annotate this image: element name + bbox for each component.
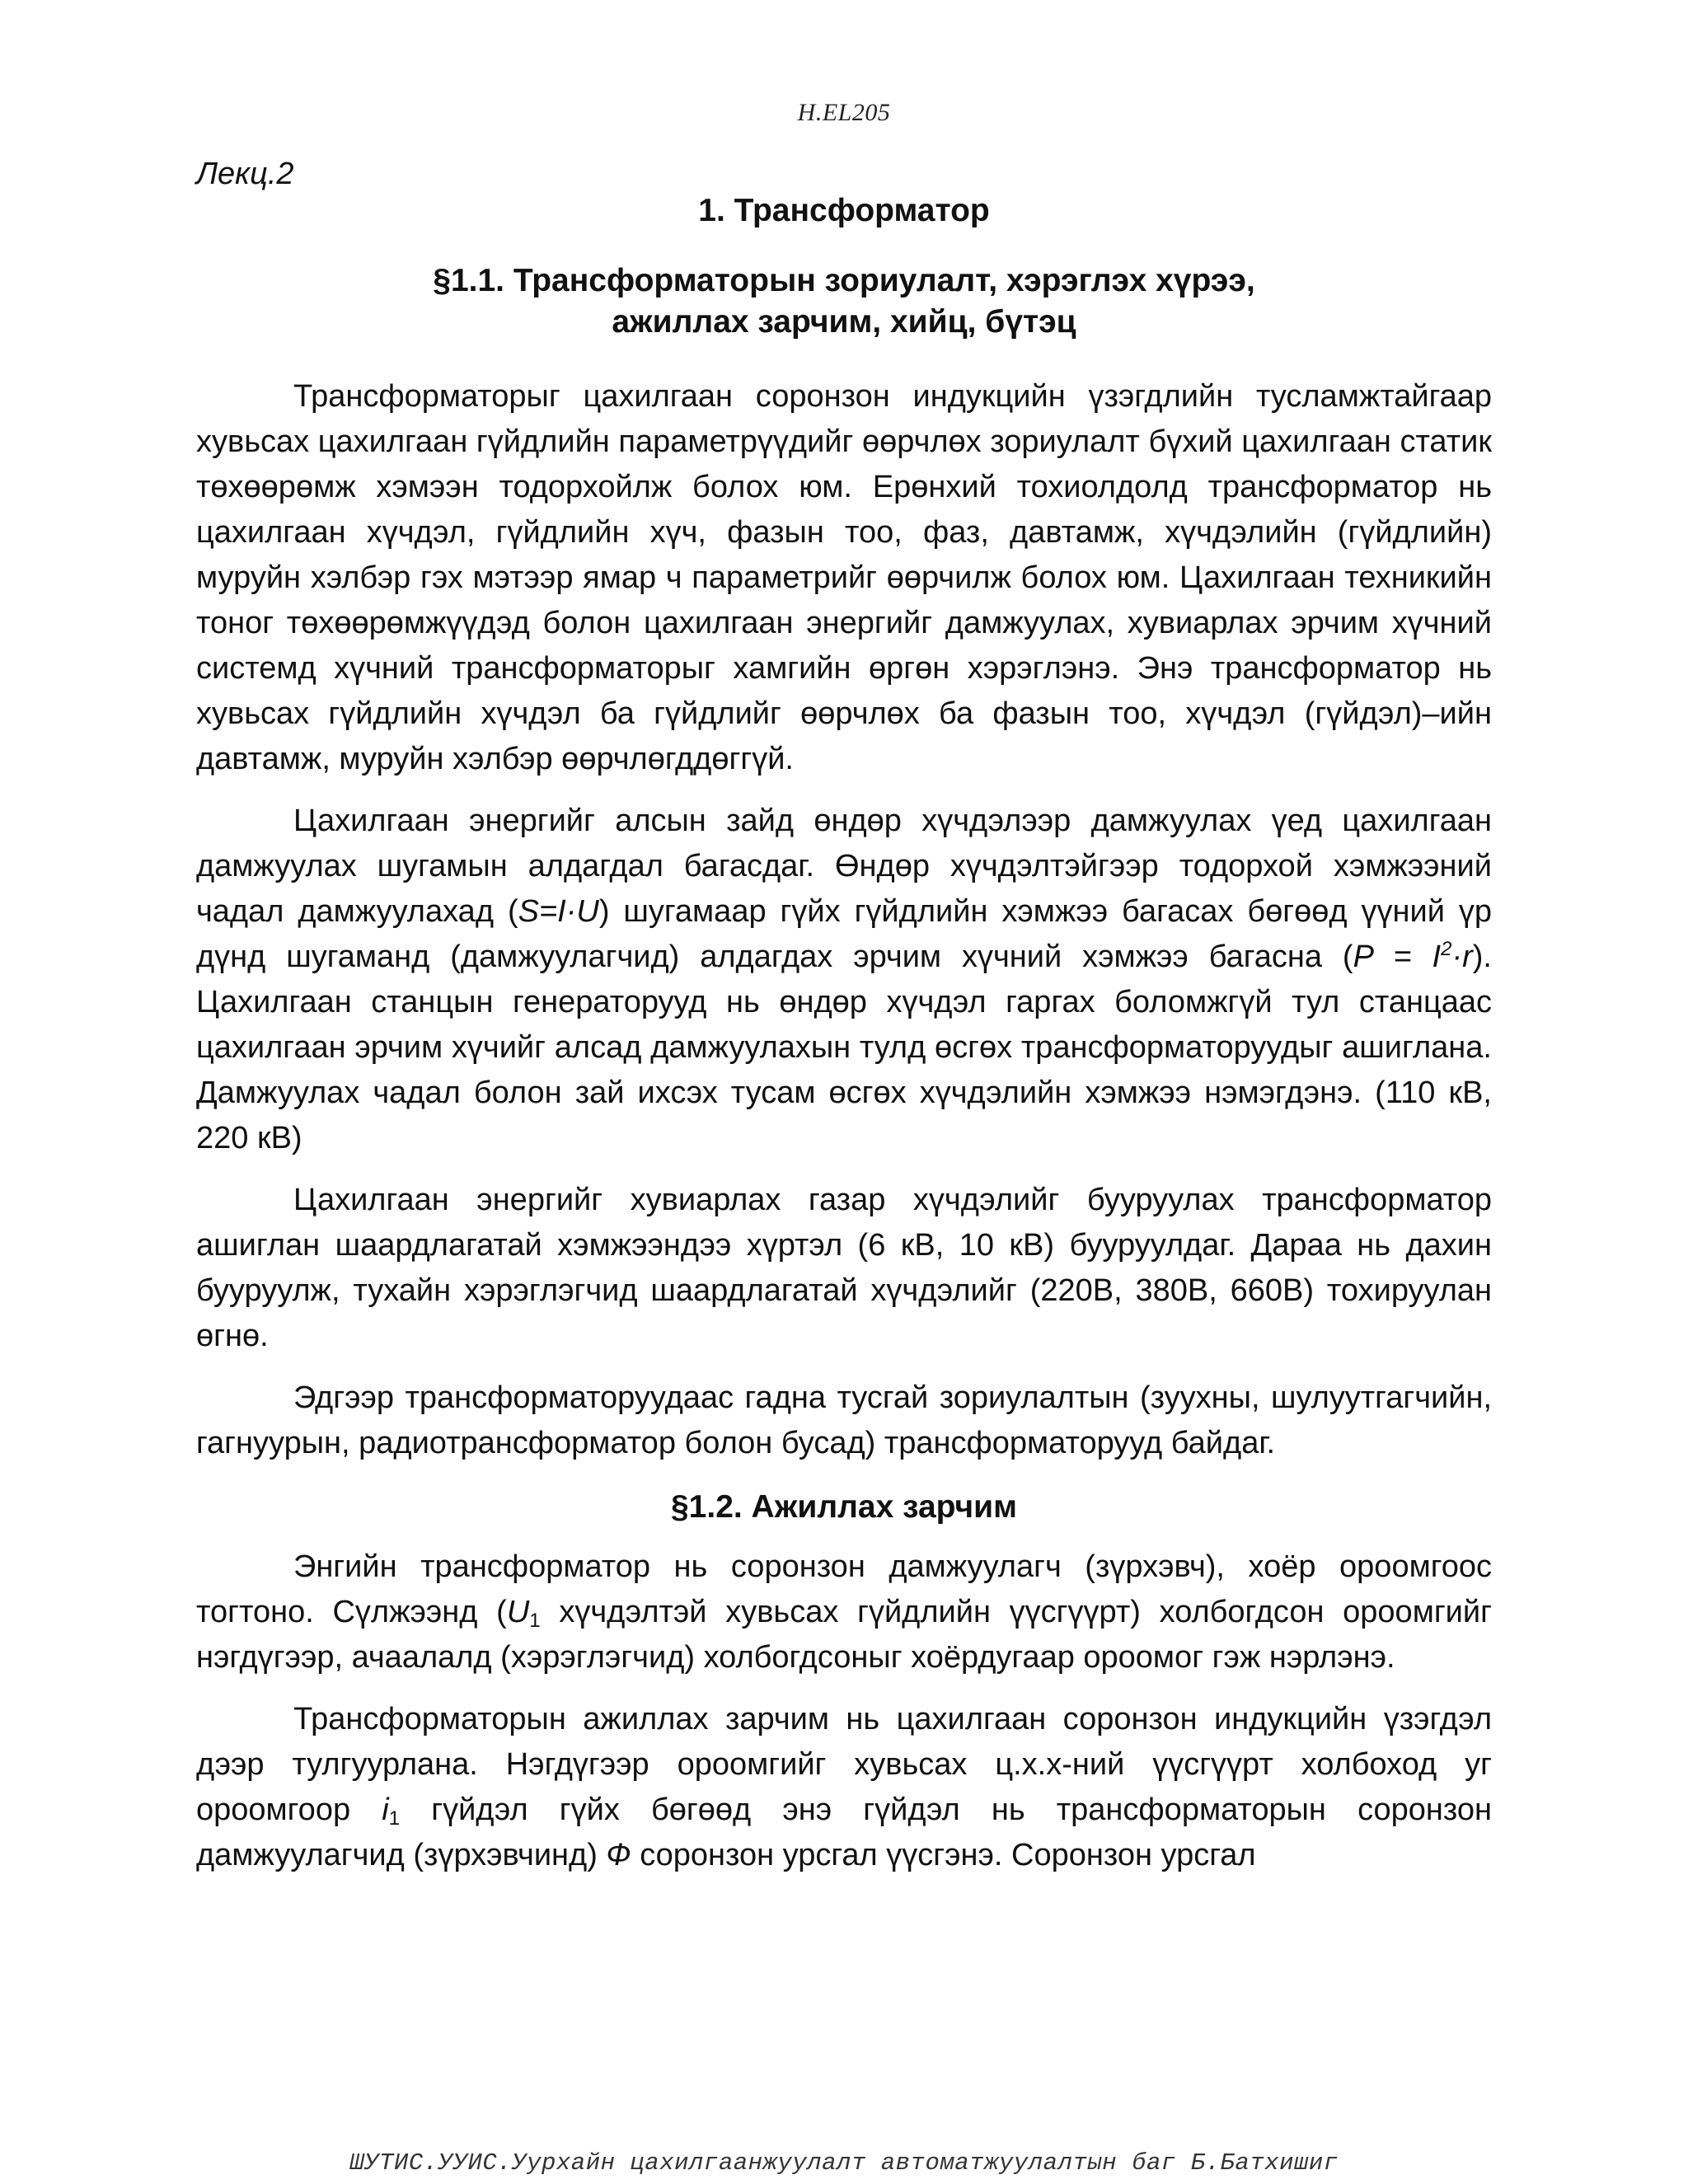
section-1-1-title — [196, 260, 1492, 343]
paragraph-6-text-c: соронзон урсгал үүсгэнэ. Соронзон урсгал — [631, 1838, 1256, 1872]
paragraph-2 — [196, 799, 1492, 1161]
paragraph-2-text-a: Цахилгаан энергийг алсын зайд өндөр хүчдэлээр дамжуулах үед цахилгаан дамжуулах шугамын алдагдал багасдаг. Өндөр хүчдэлтэйгээр тодорхой хэмжээний чадал дамжуулахад ( — [196, 804, 1492, 929]
symbol-i: i — [382, 1793, 389, 1827]
section-1-1-title-line2: ажиллах зарчим, хийц, бүтэц — [612, 304, 1076, 340]
course-code: H.EL205 — [797, 99, 891, 126]
formula-power: S=I·U — [518, 894, 599, 929]
section-1-1-title-line1: §1.1. Трансформаторын зориулалт, хэрэглэх хүрээ, — [433, 263, 1255, 298]
paragraph-6 — [196, 1697, 1492, 1878]
paragraph-6-text-a: Трансформаторын ажиллах зарчим нь цахилгаан соронзон индукцийн үзэгдэл дээр тулгуурлана. Нэгдүгээр ороомгийг хувьсах ц.х.х-ний үүсгүүрт холбоход уг ороомгоор — [196, 1702, 1492, 1827]
lecture-label: Лекц.2 — [196, 157, 294, 191]
symbol-i-subscript: 1 — [388, 1807, 401, 1830]
paragraph-6-text-b: гүйдэл гүйх бөгөөд энэ гүйдэл нь трансформаторын соронзон дамжуулагчид (зүрхэвчинд) — [196, 1793, 1492, 1872]
paragraph-3: Цахилгаан энергийг хувиарлах газар хүчдэлийг бууруулах трансформатор ашиглан шаардлагатай хэмжээндээ хүртэл (6 кВ, 10 кВ) бууруулдаг. Дараа нь дахин бууруулж, тухайн хэрэглэгчид шаардлагатай хүчдэлийг (220В, 380В, 660В) тохируулан өгнө. — [196, 1183, 1492, 1353]
page-footer: ШУТИС.УУИС.Уурхайн цахилгаанжуулалт автоматжуулалтын баг Б.Батхишиг — [349, 2149, 1339, 2177]
formula-loss-exponent: 2 — [1441, 938, 1452, 960]
paragraph-5-text-b: хүчдэлтэй хувьсах гүйдлийн үүсгүүрт) холбогдсон ороомгийг нэгдүгээр, ачаалалд (хэрэглэгчид) холбогдсоныг хоёрдугаар ороомог гэж нэрлэнэ. — [196, 1595, 1492, 1675]
formula-loss-tail: ·r — [1451, 940, 1473, 974]
section-1-2-title: §1.2. Ажиллах зарчим — [670, 1489, 1017, 1525]
formula-loss — [1353, 940, 1473, 974]
formula-loss-base: P = I — [1353, 940, 1442, 974]
symbol-phi: Ф — [606, 1838, 631, 1872]
chapter-title: 1. Трансформатор — [698, 193, 990, 228]
paragraph-2-text-b: ) шугамаар гүйх гүйдлийн хэмжээ багасах бөгөөд үүний үр дүнд шугаманд (дамжуулагчид) алдагдах эрчим хүчний хэмжээ багасна ( — [196, 894, 1492, 974]
paragraph-4: Эдгээр трансформаторуудаас гадна тусгай зориулалтын (зуухны, шулуутгагчийн, гагнуурын, радиотрансформатор болон бусад) трансформаторууд байдаг. — [196, 1380, 1492, 1460]
paragraph-1: Трансформаторыг цахилгаан соронзон индукцийн үзэгдлийн тусламжтайгаар хувьсах цахилгаан гүйдлийн параметрүүдийг өөрчлөх зориулалт бүхий цахилгаан статик төхөөрөмж хэмээн тодорхойлж болох юм. Ерөнхий тохиолдолд трансформатор нь цахилгаан хүчдэл, гүйдлийн хүч, фазын тоо, фаз, давтамж, хүчдэлийн (гүйдлийн) муруйн хэлбэр гэх мэтээр ямар ч параметрийг өөрчилж болох юм. Цахилгаан техникийн тоног төхөөрөмжүүдэд болон цахилгаан энергийг дамжуулах, хувиарлах эрчим хүчний системд хүчний трансформаторыг хамгийн өргөн хэрэглэнэ. Энэ трансформатор нь хувьсах гүйдлийн хүчдэл ба гүйдлийг өөрчлөх ба фазын тоо, хүчдэл (гүйдэл)–ийн давтамж, муруйн хэлбэр өөрчлөгддөггүй. — [196, 379, 1492, 776]
document-body — [196, 188, 1492, 1895]
paragraph-5 — [196, 1544, 1492, 1680]
paragraph-2-text-c: ). Цахилгаан станцын генераторууд нь өндөр хүчдэл гаргах боломжгүй тул станцаас цахилгаан эрчим хүчийг алсад дамжуулахын тулд өсгөх трансформаторуудыг ашиглана. Дамжуулах чадал болон зай ихсэх тусам өсгөх хүчдэлийн хэмжээ нэмэгдэнэ. (110 кВ, 220 кВ) — [196, 940, 1492, 1155]
symbol-u-subscript: 1 — [529, 1610, 541, 1632]
paragraph-5-text-a: Энгийн трансформатор нь соронзон дамжуулагч (зүрхэвч), хоёр ороомгоос тогтоно. Сүлжээнд ( — [196, 1549, 1492, 1629]
symbol-u: U — [506, 1595, 530, 1629]
